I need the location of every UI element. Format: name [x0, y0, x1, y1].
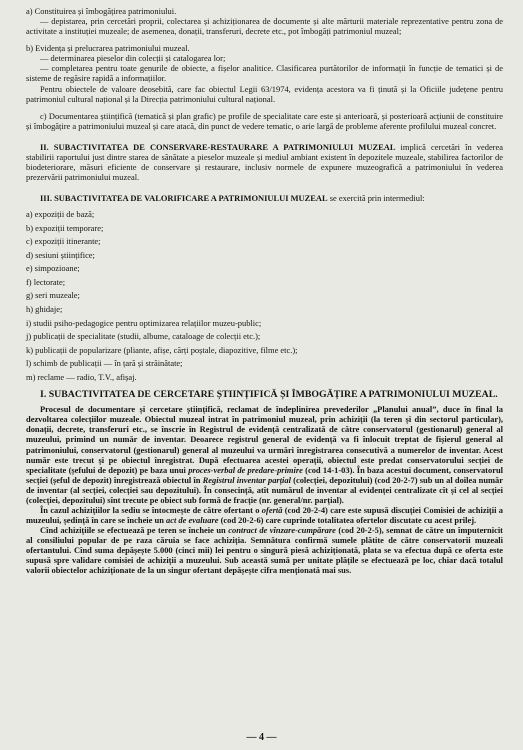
sale-contract-term: contract de vînzare-cumpărare — [228, 524, 336, 535]
list-item: j) publicații de specialitate (studii, albume, cataloage de colecții etc.); — [26, 331, 261, 342]
research-paragraph-2-part-b: (cod 20-2-4) care este supusă discuției Comisiei de achiziții a muzeului, ședință în care se încheie un — [26, 504, 503, 525]
section-b-item-1: — determinarea pieselor din colecții și catalogarea lor; — [40, 53, 226, 64]
section-a-heading: a) Constituirea și îmbogățirea patrimoniului. — [26, 6, 177, 16]
section-a-item-1: — depistarea, prin cercetări proprii, colectarea și achiziționarea de documente și alte mărturii materiale reprezentative pentru zona de activitate a instituției muzeale; de asemenea, donații, transferuri, decrete etc., pot îmbogăți patrimoniul muzeal; — [26, 16, 503, 37]
partial-inventory-register-term: Registrul inventar parțial — [202, 474, 291, 485]
research-paragraph-2 — [26, 505, 503, 525]
list-item: h) ghidaje; — [26, 303, 63, 314]
list-item: i) studii psiho-pedagogice pentru optimizarea relațiilor muzeu-public; — [26, 317, 262, 328]
section-iii-body: se exercită prin intermediul: — [327, 193, 425, 204]
list-item: m) reclame — radio, T.V., afișaj. — [26, 371, 137, 382]
list-item: b) expoziții temporare; — [26, 222, 104, 233]
section-ii-paragraph — [26, 142, 503, 182]
handover-report-term: proces-verbal de predare-primire — [188, 464, 303, 475]
evaluation-act-term: act de evaluare — [166, 514, 219, 525]
section-iii-paragraph — [26, 193, 503, 203]
research-paragraph-3-part-b: (cod 20-2-5), semnat de către un împuternicit al consiliului popular de pe raza căruia se face achiziția. Semnătura confirmă sumele plătite de către conservatorii muzeali ofertantului. Cînd suma depășește 5.000 (cinci mii) lei pentru o singură piesă achiziționată, plata se va efectua după ce oferta este supusă spre validare comisiei de achiziții a muzeului. Sub această sumă per unitate plățile se efectuează pe loc, chiar dacă totalul valorii obiectelor achiziționate de la un singur ofertant depășește cifra menționată mai sus. — [26, 524, 503, 576]
list-item: d) sesiuni științifice; — [26, 249, 95, 260]
section-iii-heading: III. SUBACTIVITATEA DE VALORIFICARE A PATRIMONIULUI MUZEAL — [40, 193, 328, 204]
section-ii-body: implică cercetări în vederea stabilirii raportului just dintre starea de sănătate a pieselor muzeale și mediul ambiant existent în depozitele muzeale, stabilirea factorilor de biodeteriorare, măsuri eficiente de conservare și restaurare, inclusiv normele de expunere muzeografică a patrimoniului în vederea prezervării patrimoniului muzeal. — [26, 141, 503, 183]
list-item: f) lectorate; — [26, 276, 66, 287]
offer-term: ofertă — [261, 504, 283, 515]
page-number: — 4 — — [246, 732, 277, 743]
list-item: c) expoziții itinerante; — [26, 236, 101, 247]
research-paragraph-1 — [26, 404, 503, 504]
list-item: e) simpozioane; — [26, 263, 80, 274]
list-item: l) schimb de publicații — în țară și străinătate; — [26, 358, 183, 369]
section-c-paragraph: c) Documentarea științifică (tematică și plan grafic) pe profile de specialitate care este și anterioară, și posterioară acțiunii de constituire și îmbogățire a patrimoniului muzeal și care atacă, din punct de vedere tematic, o arie largă de probleme aferente profilului muzeal concret. — [26, 110, 503, 131]
list-item: a) expoziții de bază; — [26, 209, 95, 220]
valorization-list — [26, 209, 503, 382]
section-b-heading: b) Evidența și prelucrarea patrimoniului muzeal. — [26, 43, 190, 54]
research-paragraph-1-part-b: (cod 14-1-03). În baza acestui document, conservatorul secției (șeful de depozit) înregistrează obiectul în — [26, 464, 503, 485]
research-paragraph-1-part-c: (colecției, depozitului) (cod 20-2-7) sub un al doilea număr de inventar (al secției, colecției sau depozitului). În consecință, atît numărul de inventar al evidenței centralizate cît și cel al secției (colecției, depozitului) sînt trecute pe obiect sub formă de fracție (nr. general/nr. parțial). — [26, 474, 504, 505]
section-b-paragraph: Pentru obiectele de valoare deosebită, care fac obiectul Legii 63/1974, evidența acestora va fi ținută și la Oficiile județene pentru patrimoniul cultural național și la Direcția patrimoniului cultural național. — [26, 83, 503, 104]
research-paragraph-3-part-a: Cînd achizițiile se efectuează pe teren se încheie un — [40, 524, 229, 535]
list-item: g) seri muzeale; — [26, 290, 80, 301]
section-b-item-2: — completarea pentru toate genurile de obiecte, a fișelor analitice. Clasificarea purtătorilor de informații în funcție de tematici și de sisteme de regăsire rapidă a informațiilor. — [26, 63, 503, 84]
research-paragraph-3 — [26, 525, 503, 575]
list-item: k) publicații de popularizare (pliante, afișe, cărți poștale, diapozitive, filme etc.); — [26, 344, 298, 355]
section-i-heading: I. SUBACTIVITATEA DE CERCETARE ȘTIINȚIFICĂ ȘI ÎMBOGĂȚIRE A PATRIMONIULUI MUZEAL. — [40, 388, 498, 400]
section-ii-heading: II. SUBACTIVITATEA DE CONSERVARE-RESTAURARE A PATRIMONIULUI MUZEAL — [40, 141, 396, 152]
research-paragraph-1-part-a: Procesul de documentare și cercetare științifică, reclamat de îndeplinirea prevederilor „Planului anual”, duce în final la dezvoltarea colecțiilor muzeale. Obiectul muzeal intrat în patrimoniul muzeal, prin achiziții (la teren și din sectorul particular), donații, decrete, transferuri etc., se înscrie în Registrul de evidență centralizată de către conservatorul (gestionarul) general al muzeului, primind un număr de inventar. Deoarece registrul general de evidență va fi înlocuit treptat de fișierul general al patrimoniului, conservatorul (gestionarul) general al muzeului va urmări înregistrarea consecutivă a numerelor de inventar. Acest număr este trecut și pe obiectul înregistrat. După efectuarea acestei operații, obiectul este predat conservatorului secției de specialitate (șefului de depozit) pe baza unui — [26, 404, 503, 475]
research-paragraph-2-part-c: (cod 20-2-6) care cuprinde totalitatea ofertelor discutate cu acest prilej. — [218, 514, 477, 525]
research-paragraph-2-part-a: În cazul achizițiilor la sediu se întocmește de către ofertant o — [40, 504, 262, 515]
